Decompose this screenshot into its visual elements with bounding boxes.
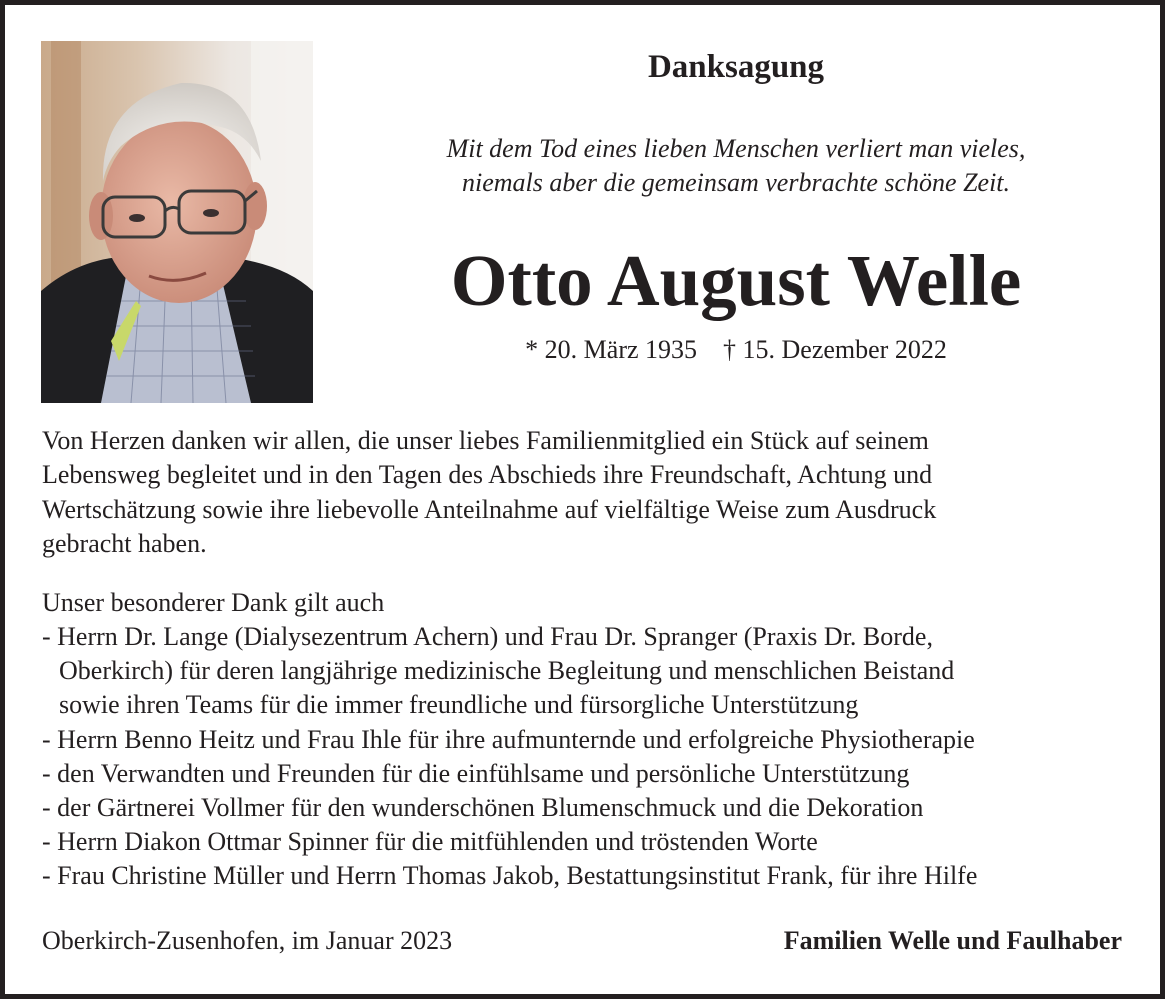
list-item-line: Oberkirch) für deren langjährige medizinische Begleitung und menschlichen Beistand <box>59 656 955 686</box>
special-thanks-list <box>42 620 1152 894</box>
list-item <box>42 723 1152 757</box>
list-item-line: - Herrn Diakon Ottmar Spinner für die mitfühlenden und tröstenden Worte <box>42 827 818 857</box>
notice-title: Danksagung <box>647 49 825 85</box>
family-signature: Familien Welle und Faulhaber <box>783 926 1122 955</box>
list-item-line: - den Verwandten und Freunden für die einfühlsame und persönliche Unterstützung <box>42 758 910 788</box>
portrait-photo <box>41 41 313 403</box>
quote-line: Mit dem Tod eines lieben Menschen verliert man vieles, <box>446 134 1026 163</box>
paragraph-line: Von Herzen danken wir allen, die unser liebes Familienmitglied ein Stück auf seinem <box>42 426 929 455</box>
list-item-line: - der Gärtnerei Vollmer für den wunderschönen Blumenschmuck und die Dekoration <box>42 793 924 823</box>
list-item <box>42 757 1152 791</box>
life-dates <box>313 333 1159 367</box>
list-item <box>42 859 1152 893</box>
list-item-line: sowie ihren Teams für die immer freundliche und fürsorgliche Unterstützung <box>59 690 859 720</box>
quote-line: niemals aber die gemeinsam verbrachte schöne Zeit. <box>461 168 1011 197</box>
paragraph-line: Wertschätzung sowie ihre liebevolle Anteilnahme auf vielfältige Weise zum Ausdruck <box>42 494 937 524</box>
paragraph-line: Lebensweg begleitet und in den Tagen des Abschieds ihre Freundschaft, Achtung und <box>42 460 933 490</box>
thanks-paragraph <box>42 424 1142 561</box>
list-item-line: - Herrn Dr. Lange (Dialysezentrum Achern) und Frau Dr. Spranger (Praxis Dr. Borde, <box>42 622 933 651</box>
list-item-line: - Frau Christine Müller und Herrn Thomas Jakob, Bestattungsinstitut Frank, für ihre Hilfe <box>42 861 978 891</box>
birth-date: * 20. März 1935 <box>525 335 698 364</box>
death-date: † 15. Dezember 2022 <box>723 335 947 364</box>
special-thanks-heading: Unser besonderer Dank gilt auch <box>42 588 385 617</box>
paragraph-line: gebracht haben. <box>42 528 207 558</box>
place-and-date: Oberkirch-Zusenhofen, im Januar 2023 <box>42 926 453 955</box>
memorial-quote <box>313 132 1159 200</box>
deceased-name: Otto August Welle <box>450 240 1022 321</box>
list-item <box>42 791 1152 825</box>
list-item <box>42 620 1152 723</box>
portrait-photo-icon <box>41 41 313 403</box>
list-item <box>42 825 1152 859</box>
list-item-line: - Herrn Benno Heitz und Frau Ihle für ihre aufmunternde und erfolgreiche Physiotherapie <box>42 724 975 754</box>
